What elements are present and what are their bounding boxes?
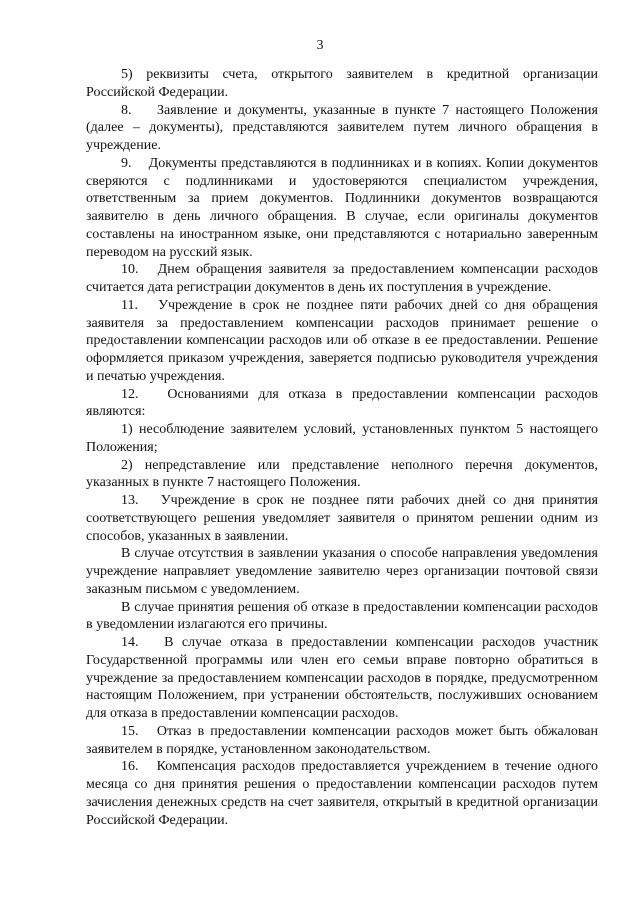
paragraph-12-item-2: 2) непредставление или представление неполного перечня документов, указанных в пункте 7 настоящего Положения. [86,457,598,491]
document-body [86,66,598,829]
paragraph-8: 8. Заявление и документы, указанные в пункте 7 настоящего Положения (далее – документы), представляются заявителем путем личного обращения в учреждение. [86,102,598,153]
paragraph-16: 16. Компенсация расходов предоставляется учреждением в течение одного месяца со дня принятия решения о предоставлении компенсации расходов путем зачисления денежных средств на счет заявителя, открытый в кредитной организации Российской Федерации. [86,759,598,828]
paragraph-13-notice-method: В случае отсутствия в заявлении указания о способе направления уведомления учреждение направляет уведомление заявителю через организации почтовой связи заказным письмом с уведомлением. [86,546,598,597]
page-number: 3 [316,38,324,53]
paragraph-11: 11. Учреждение в срок не позднее пяти рабочих дней со дня обращения заявителя за предоставлением компенсации расходов принимает решение о предоставлении компенсации расходов или об отказе в ее предоставлении. Решение оформляется приказом учреждения, заверяется подписью руководителя учреждения и печатью учреждения. [86,297,598,384]
paragraph-item-5: 5) реквизиты счета, открытого заявителем в кредитной организации Российской Федерации. [86,67,598,100]
paragraph-13-refusal-reasons: В случае принятия решения об отказе в предоставлении компенсации расходов в уведомлении излагаются его причины. [86,599,598,633]
paragraph-15: 15. Отказ в предоставлении компенсации расходов может быть обжалован заявителем в порядке, установленном законодательством. [86,723,598,757]
paragraph-13: 13. Учреждение в срок не позднее пяти рабочих дней со дня принятия соответствующего решения уведомляет заявителя о принятом решении одним из способов, указанных в заявлении. [86,493,598,544]
paragraph-12-item-1: 1) несоблюдение заявителем условий, установленных пунктом 5 настоящего Положения; [86,422,598,455]
paragraph-14: 14. В случае отказа в предоставлении компенсации расходов участник Государственной программы или член его семьи вправе повторно обратиться в учреждение за предоставлением компенсации расходов в порядке, предусмотренном настоящим Положением, при устранении обстоятельств, послуживших основанием для отказа в предоставлении компенсации расходов. [86,635,598,721]
paragraph-12: 12. Основаниями для отказа в предоставлении компенсации расходов являются: [86,386,598,420]
paragraph-9: 9. Документы представляются в подлинниках и в копиях. Копии документов сверяются с подлинниками и удостоверяются специалистом учреждения, ответственным за прием документов. Подлинники документов возвращаются заявителю в день личного обращения. В случае, если оригиналы документов составлены на иностранном языке, они представляются с нотариально заверенным переводом на русский язык. [86,155,598,260]
paragraph-10: 10. Днем обращения заявителя за предоставлением компенсации расходов считается дата регистрации документов в день их поступления в учреждение. [86,262,598,295]
